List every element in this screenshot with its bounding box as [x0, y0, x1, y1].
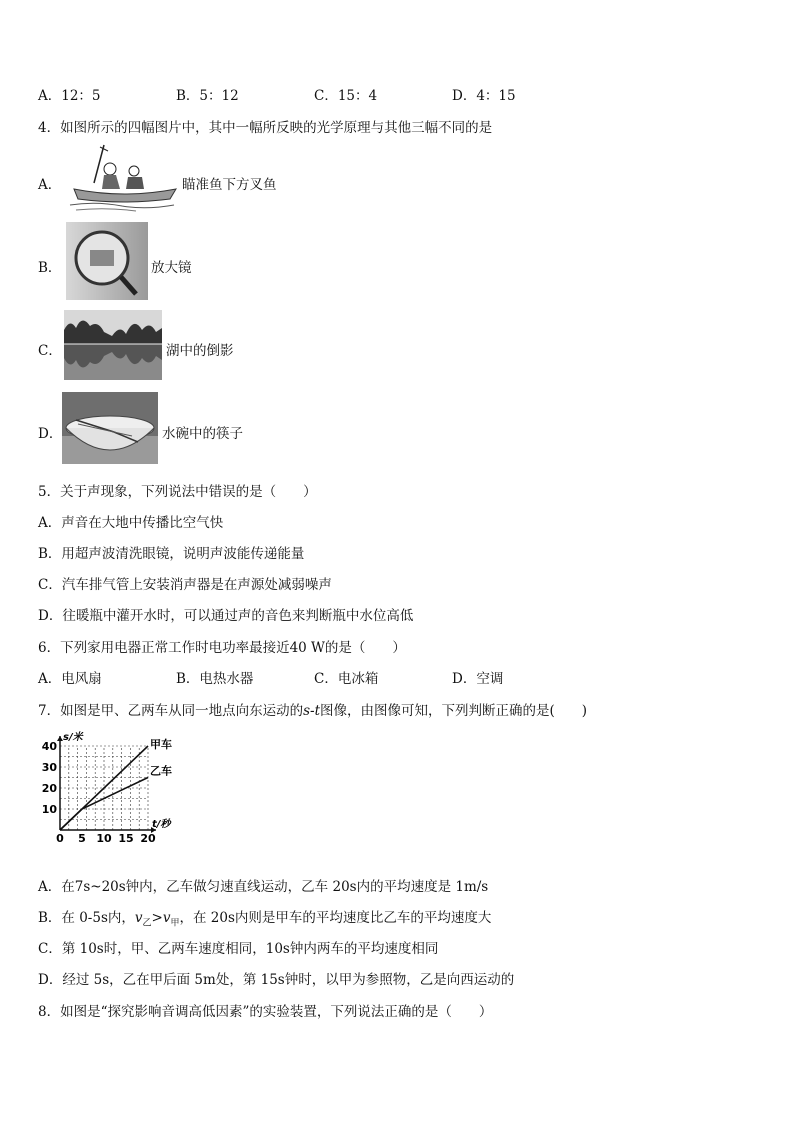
- q5-option-d: D．往暖瓶中灌开水时，可以通过声的音色来判断瓶中水位高低: [38, 608, 414, 624]
- x-tick-label: 10: [96, 832, 112, 845]
- q4-stem: 4．如图所示的四幅图片中，其中一幅所反映的光学原理与其他三幅不同的是: [38, 120, 493, 136]
- y-tick-label: 30: [41, 761, 57, 774]
- st-graph: [40, 730, 190, 860]
- q3-option-c: C．15：4: [314, 88, 378, 104]
- q7-option-b-s1: 乙: [142, 918, 152, 929]
- x-tick-label: 5: [78, 832, 86, 845]
- q7-option-b-pre: B．在 0-5s内，: [38, 910, 135, 926]
- x-axis-label: t/秒: [152, 819, 171, 830]
- q4-option-c-letter: C．: [38, 343, 62, 359]
- q7-option-b-s2: 甲: [170, 918, 180, 929]
- q4-option-d-letter: D．: [38, 426, 63, 442]
- q7-option-a: A．在7s~20s钟内，乙车做匀速直线运动，乙车 20s内的平均速度是 1m/s: [38, 879, 489, 895]
- q4-option-d-caption: 水碗中的筷子: [162, 426, 243, 442]
- q7-option-b-v2: v: [162, 910, 171, 926]
- q4-option-a-letter: A．: [38, 177, 62, 193]
- y-tick-label: 40: [41, 740, 57, 753]
- y-tick-label: 20: [41, 782, 57, 795]
- q4-option-b-letter: B．: [38, 260, 62, 276]
- q7-option-b: [38, 906, 491, 929]
- y-tick-label: 10: [41, 803, 57, 816]
- q4-option-b-caption: 放大镜: [151, 260, 192, 276]
- q7-stem-post: 图像，由图像可知，下列判断正确的是( ): [320, 703, 588, 719]
- q3-option-b: B．5：12: [176, 88, 239, 104]
- series-label-jia: 甲车: [150, 738, 172, 751]
- q7-stem-var: s-t: [303, 703, 321, 719]
- q5-option-a: A．声音在大地中传播比空气快: [38, 515, 224, 531]
- q6-option-c: C．电冰箱: [314, 671, 379, 687]
- x-tick-label: 20: [140, 832, 156, 845]
- q5-option-c: C．汽车排气管上安装消声器是在声源处减弱噪声: [38, 577, 332, 593]
- q6-option-d: D．空调: [452, 671, 504, 687]
- chopsticks-bowl-image: [62, 392, 158, 464]
- q7-stem: [38, 699, 587, 719]
- q8-stem: 8．如图是“探究影响音调高低因素”的实验装置，下列说法正确的是（ ）: [38, 1004, 493, 1020]
- q6-stem: 6．下列家用电器正常工作时电功率最接近40 W的是（ ）: [38, 640, 406, 656]
- q7-option-d: D．经过 5s，乙在甲后面 5m处，第 15s钟时，以甲为参照物，乙是向西运动的: [38, 972, 515, 988]
- q7-option-b-gt: >: [151, 910, 163, 926]
- q6-option-b: B．电热水器: [176, 671, 254, 687]
- q3-option-d: D．4：15: [452, 88, 516, 104]
- q4-option-c-caption: 湖中的倒影: [166, 343, 234, 359]
- x-tick-label: 15: [118, 832, 134, 845]
- q5-option-b: B．用超声波清洗眼镜，说明声波能传递能量: [38, 546, 305, 562]
- q4-option-a-caption: 瞄准鱼下方叉鱼: [182, 177, 277, 193]
- st-graph-svg: [40, 730, 190, 860]
- x-tick-label: 0: [56, 832, 64, 845]
- q5-stem: 5．关于声现象，下列说法中错误的是（ ）: [38, 484, 317, 500]
- q3-option-a: A．12：5: [38, 88, 101, 104]
- q7-option-b-post: ，在 20s内则是甲车的平均速度比乙车的平均速度大: [179, 910, 492, 926]
- q6-option-a: A．电风扇: [38, 671, 102, 687]
- spear-fishing-image: [66, 143, 180, 215]
- q7-option-c: C．第 10s时，甲、乙两车速度相同，10s钟内两车的平均速度相同: [38, 941, 439, 957]
- lake-reflection-image: [64, 310, 162, 380]
- series-label-yi: 乙车: [150, 764, 172, 778]
- q7-option-b-v1: v: [134, 910, 143, 926]
- chart-ticks: [42, 736, 156, 845]
- magnifier-image: [66, 222, 148, 300]
- y-axis-label: s/米: [63, 732, 83, 743]
- q7-stem-pre: 7．如图是甲、乙两车从同一地点向东运动的: [38, 703, 304, 719]
